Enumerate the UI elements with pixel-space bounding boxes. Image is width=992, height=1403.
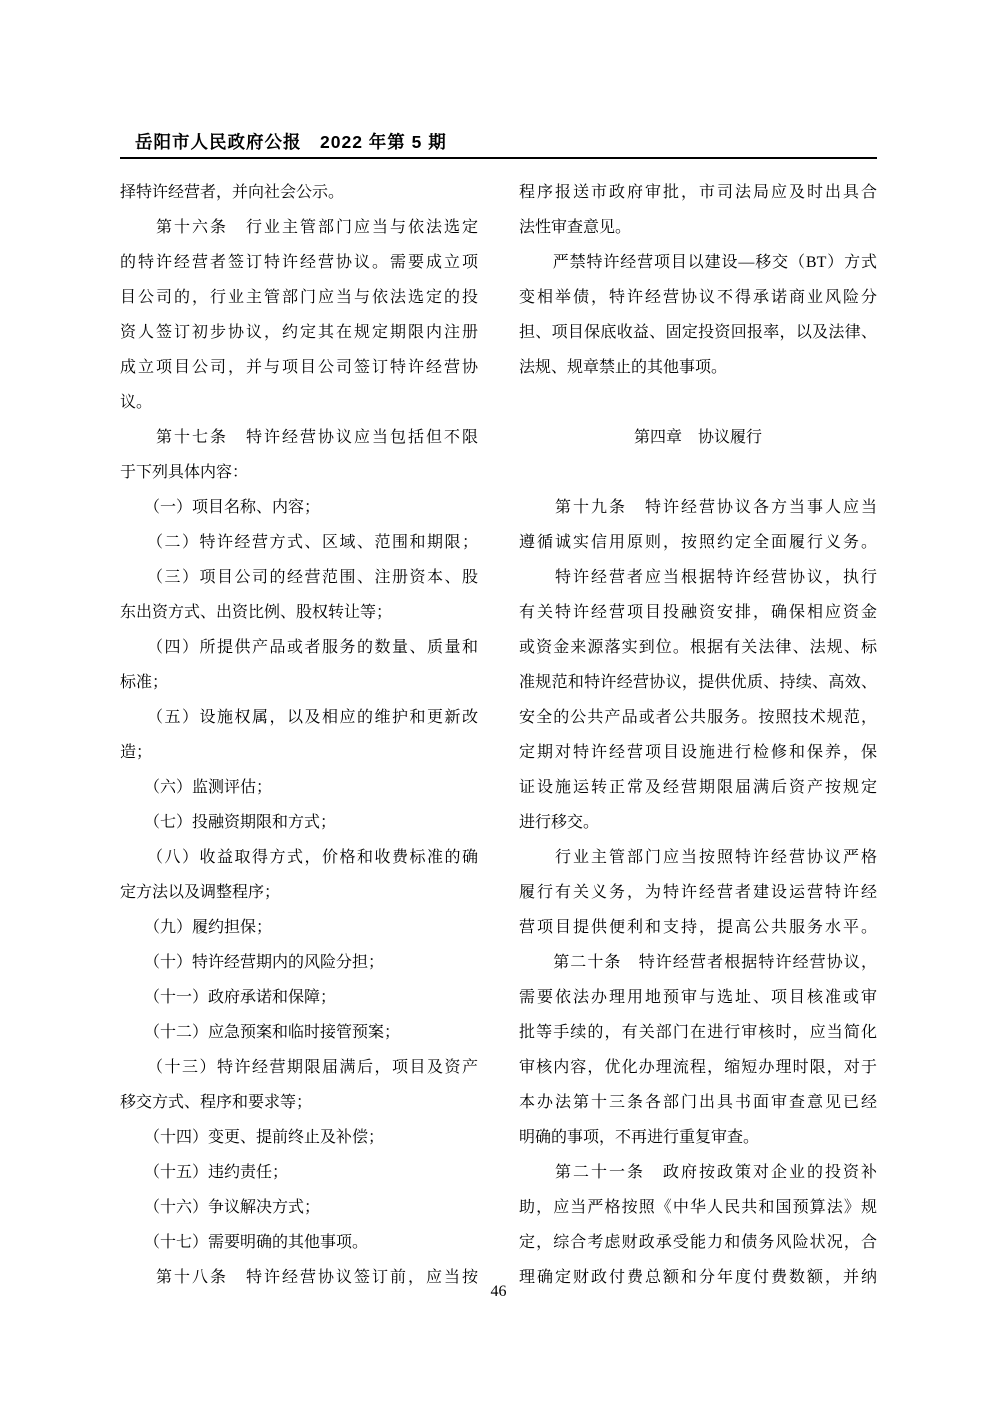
text-line: （十二）应急预案和临时接管预案； (120, 1024, 401, 1041)
text-line: （九）履约担保； (120, 919, 273, 936)
text-line: 严禁特许经营项目以建设—移交（BT）方式 (519, 254, 877, 271)
text-line: 第十九条 特许经营协议各方当事人应当 (519, 499, 877, 516)
header-divider (120, 157, 877, 159)
text-line: 第二十一条 政府按政策对企业的投资补 (519, 1164, 877, 1181)
text-line: 定方法以及调整程序； (120, 884, 281, 901)
right-column (519, 175, 877, 1295)
left-column (120, 175, 478, 1295)
text-line: （十四）变更、提前终止及补偿； (120, 1129, 385, 1146)
text-line: 担、项目保底收益、固定投资回报率，以及法律、 (519, 324, 877, 341)
text-line: 准规范和特许经营协议，提供优质、持续、高效、 (519, 674, 877, 691)
text-line: （十五）违约责任； (120, 1164, 289, 1181)
text-line: 安全的公共产品或者公共服务。按照技术规范， (519, 709, 877, 726)
text-line: 移交方式、程序和要求等； (120, 1094, 313, 1111)
text-line: 履行有关义务，为特许经营者建设运营特许经 (519, 884, 877, 901)
text-line: （三）项目公司的经营范围、注册资本、股 (120, 569, 478, 586)
text-line: （十六）争议解决方式； (120, 1199, 321, 1216)
text-line: 需要依法办理用地预审与选址、项目核准或审 (519, 989, 877, 1006)
text-line: （五）设施权属，以及相应的维护和更新改 (120, 709, 478, 726)
text-line: 进行移交。 (519, 814, 600, 831)
text-line: 审核内容，优化办理流程，缩短办理时限，对于 (519, 1059, 877, 1076)
page-header-title: 岳阳市人民政府公报 2022 年第 5 期 (135, 132, 447, 152)
text-line: 定期对特许经营项目设施进行检修和保养，保 (519, 744, 877, 761)
text-line: 程序报送市政府审批，市司法局应及时出具合 (519, 184, 877, 201)
text-line: 变相举债，特许经营协议不得承诺商业风险分 (519, 289, 877, 306)
text-line: 或资金来源落实到位。根据有关法律、法规、标 (519, 639, 877, 656)
text-line: 造； (120, 744, 153, 761)
text-line: 议。 (120, 394, 153, 411)
text-line: 助，应当严格按照《中华人民共和国预算法》规 (519, 1199, 877, 1216)
text-line: 定，综合考虑财政承受能力和债务风险状况，合 (519, 1234, 877, 1251)
text-line: 营项目提供便利和支持，提高公共服务水平。 (519, 919, 877, 936)
text-line: 行业主管部门应当按照特许经营协议严格 (519, 849, 877, 866)
text-line: 法规、规章禁止的其他事项。 (519, 359, 728, 376)
text-line: 资人签订初步协议，约定其在规定期限内注册 (120, 324, 478, 341)
text-line: 标准； (120, 674, 169, 691)
text-line: 择特许经营者，并向社会公示。 (120, 184, 345, 201)
text-line: 第二十条 特许经营者根据特许经营协议， (519, 954, 877, 971)
chapter-heading: 第四章 协议履行 (633, 429, 762, 446)
page-number: 46 (490, 1283, 507, 1300)
text-line: （一）项目名称、内容； (120, 499, 321, 516)
blank-line (519, 455, 877, 490)
text-line: 法性审查意见。 (519, 219, 632, 236)
document-body (120, 175, 877, 1295)
text-line: 东出资方式、出资比例、股权转让等； (120, 604, 393, 621)
text-line: （八）收益取得方式，价格和收费标准的确 (120, 849, 478, 866)
text-line: （十七）需要明确的其他事项。 (120, 1234, 369, 1251)
blank-line (519, 385, 877, 420)
text-line: 证设施运转正常及经营期限届满后资产按规定 (519, 779, 877, 796)
text-line: 特许经营者应当根据特许经营协议，执行 (519, 569, 877, 586)
text-line: 第十七条 特许经营协议应当包括但不限 (120, 429, 478, 446)
text-line: 成立项目公司，并与项目公司签订特许经营协 (120, 359, 478, 376)
text-line: 有关特许经营项目投融资安排，确保相应资金 (519, 604, 877, 621)
text-line: （十三）特许经营期限届满后，项目及资产 (120, 1059, 478, 1076)
text-line: （二）特许经营方式、区域、范围和期限； (120, 534, 478, 551)
text-line: （七）投融资期限和方式； (120, 814, 337, 831)
text-line: 批等手续的，有关部门在进行审核时，应当简化 (519, 1024, 877, 1041)
text-line: 理确定财政付费总额和分年度付费数额，并纳 (519, 1269, 877, 1286)
text-line: （十一）政府承诺和保障； (120, 989, 337, 1006)
text-line: （十）特许经营期内的风险分担； (120, 954, 385, 971)
text-line: 遵循诚实信用原则，按照约定全面履行义务。 (519, 534, 877, 551)
text-line: （六）监测评估； (120, 779, 273, 796)
text-line: 于下列具体内容： (120, 464, 249, 481)
text-line: 第十六条 行业主管部门应当与依法选定 (120, 219, 478, 236)
text-line: 的特许经营者签订特许经营协议。需要成立项 (120, 254, 478, 271)
text-line: 明确的事项，不再进行重复审查。 (519, 1129, 760, 1146)
text-line: （四）所提供产品或者服务的数量、质量和 (120, 639, 478, 656)
text-line: 目公司的，行业主管部门应当与依法选定的投 (120, 289, 478, 306)
text-line: 第十八条 特许经营协议签订前，应当按 (120, 1269, 478, 1286)
text-line: 本办法第十三条各部门出具书面审查意见已经 (519, 1094, 877, 1111)
